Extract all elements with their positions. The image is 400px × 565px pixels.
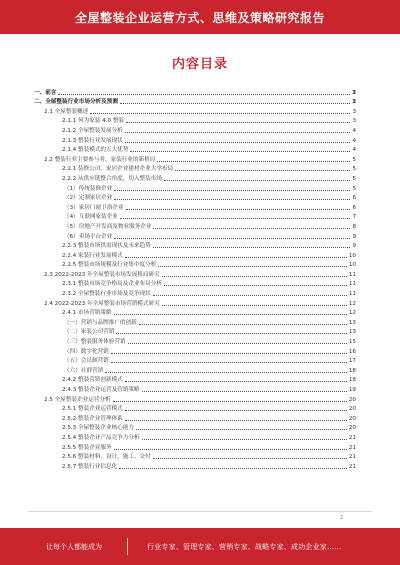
toc-entry[interactable] [34,460,356,470]
toc-entry[interactable] [34,211,356,221]
toc-entry-label: 2.5.5 整装企业服务 [62,444,112,451]
toc-leader-dots [125,419,347,421]
toc-entry[interactable] [34,240,356,250]
toc-entry[interactable] [34,403,356,413]
toc-entry-page: 11 [348,271,356,278]
toc-entry[interactable] [34,96,356,106]
toc-entry-page: 4 [352,147,356,154]
toc-leader-dots [125,380,347,382]
toc-entry[interactable] [34,297,356,307]
toc-entry-label: 2.5.6 整装材料、设计、施工、交付 [62,454,151,461]
report-title: 全屋整装企业运营方式、思维及策略研究报告 [74,10,325,25]
toc-leader-dots [153,457,347,459]
toc-entry-label: 2.2.5 整装市场规模及行业集中度分析 [62,262,157,269]
toc-entry-label: 2.3 2022-2023 年全屋整装市场发展格局研究 [44,271,160,278]
toc-entry-page: 5 [352,166,356,173]
toc-entry-page: 20 [348,406,356,413]
toc-leader-dots [153,246,351,248]
toc-leader-dots [142,438,347,440]
toc-entry[interactable] [34,287,356,297]
toc-entry[interactable] [34,163,356,173]
toc-leader-dots [157,160,350,162]
toc-leader-dots [114,313,347,315]
toc-entry[interactable] [34,364,356,374]
toc-leader-dots [139,323,347,325]
toc-entry-page: 17 [348,358,356,365]
toc-entry-page: 9 [352,233,356,240]
toc-entry-label: 2.3.1 整装市场竞争格局及企业布局分析 [62,281,162,288]
toc-leader-dots [164,179,351,181]
toc-entry-label: （六）社群营销 [64,367,104,374]
toc-entry-page: 20 [348,396,356,403]
toc-entry-label: 2.2.2 从供应链整合角度，切入整装市场 [62,175,162,182]
toc-entry-page: 8 [352,223,356,230]
toc-entry-label: 2.2 整装行业主要参与者，家装行业的新格局 [44,156,156,163]
toc-entry-label: 2.2.3 整装市场供需现状及未来趋势 [62,243,151,250]
toc-entry[interactable] [34,431,356,441]
toc-leader-dots [125,256,347,258]
toc-entry-page: 10 [348,252,356,259]
toc-entry-page: 12 [348,310,356,317]
toc-entry-label: （五）会员制营销 [64,358,109,365]
toc-entry-page: 3 [352,108,356,115]
toc-leader-dots [158,265,347,267]
toc-entry-page: 15 [348,339,356,346]
toc-entry[interactable] [34,144,356,154]
toc-entry[interactable] [34,412,356,422]
toc-heading: 内容目录 [171,57,228,72]
toc-entry[interactable] [34,441,356,451]
toc-entry[interactable] [34,259,356,269]
toc-entry[interactable] [34,192,356,202]
toc-entry-page: 16 [348,348,356,355]
table-of-contents [34,86,356,470]
toc-entry-page: 4 [352,127,356,134]
toc-leader-dots [111,352,347,354]
footer-slogan: 让每个人都能成为 [46,542,102,551]
toc-leader-dots [90,112,350,114]
toc-entry-label: 2.5.3 全屋整装企业核心能力 [62,425,134,432]
toc-leader-dots [136,428,347,430]
toc-entry[interactable] [34,172,356,182]
toc-entry-label: （1）传统装修企业 [64,185,113,192]
toc-leader-dots [111,361,347,363]
toc-leader-dots [119,467,347,469]
toc-entry-page: 21 [348,454,356,461]
toc-leader-dots [125,141,351,143]
toc-entry-page: 21 [348,463,356,470]
page-number: 2 [340,515,344,521]
toc-entry-label: 2.1 全屋整装概述 [44,108,89,115]
toc-entry[interactable] [34,105,356,115]
toc-entry[interactable] [34,182,356,192]
toc-entry[interactable] [34,374,356,384]
toc-entry-page: 10 [348,262,356,269]
toc-entry-label: 一、前言 [34,89,57,96]
toc-leader-dots [142,390,347,392]
footer-bar [0,528,400,565]
toc-entry-page: 11 [348,281,356,288]
toc-entry[interactable] [34,201,356,211]
toc-entry-label: 2.5.7 整装行业信息化 [62,463,118,470]
toc-entry-label: 2.5.2 整装企业管理体系 [62,415,123,422]
toc-leader-dots [105,371,347,373]
toc-entry-page: 19 [348,387,356,393]
toc-leader-dots [164,284,347,286]
toc-leader-dots [120,217,351,219]
toc-entry-page: 18 [348,367,356,374]
toc-entry-page: 13 [348,319,356,326]
toc-leader-dots [126,121,350,123]
toc-entry-label: （2）定制家居企业 [64,195,113,202]
toc-entry[interactable] [34,355,356,365]
toc-entry-label: 2.5.1 整装企业运营模式 [62,406,123,413]
toc-entry-page: 21 [348,444,356,451]
toc-entry-page: 3 [352,99,356,106]
toc-leader-dots [125,409,347,411]
toc-entry-page: 5 [352,156,356,163]
toc-entry-page: 6 [352,204,356,211]
toc-leader-dots [114,448,347,450]
toc-entry[interactable] [34,393,356,403]
toc-entry[interactable] [34,124,356,134]
bottom-divider [28,511,372,512]
toc-entry[interactable] [34,134,356,144]
toc-leader-dots [113,400,347,402]
toc-entry-label: （三）整装服务体验营销 [64,339,126,346]
toc-entry-page: 4 [352,137,356,144]
toc-entry-label: 2.1.2 全屋整装发展分析 [62,127,123,134]
footer-tagline: 行业专家、管理专家、营销专家、战略专家、成功企业家…… [147,542,342,551]
toc-entry-label: 2.2.1 装修公司、家居企业建材企业大举布局 [62,166,174,173]
toc-entry-label: 2.4.3 整装企业运营及营销策略 [62,387,140,393]
toc-entry-label: （一）营销与品牌推广的创新 [64,319,137,326]
report-header-bar [0,0,400,34]
toc-entry-label: 2.4 2022-2023 年全屋整装市场营销模式研究 [44,300,160,307]
toc-entry-page: 12 [348,300,356,307]
toc-leader-dots [116,332,347,334]
toc-leader-dots [126,208,351,210]
toc-entry-label: 2.1.4 整装模式的五大优势 [62,147,129,154]
toc-entry[interactable] [34,326,356,336]
toc-entry-page: 13 [348,329,356,336]
toc-entry-label: （二）家装公司营销 [64,329,115,336]
toc-entry[interactable] [34,220,356,230]
toc-leader-dots [125,131,351,133]
toc-entry[interactable] [34,268,356,278]
toc-entry-page: 18 [348,377,356,384]
toc-leader-dots [114,237,350,239]
toc-entry-label: 2.4.2 整装营销创新模式 [62,377,123,384]
toc-entry-label: 2.5 全屋整装企业运营分析 [44,396,111,403]
toc-leader-dots [114,198,350,200]
toc-entry[interactable] [34,451,356,461]
toc-entry-label: （3）家居门窗卫浴企业 [64,204,124,211]
toc-entry[interactable] [34,230,356,240]
toc-leader-dots [128,342,347,344]
toc-entry-page: 20 [348,415,356,422]
toc-entry-label: （5）房地产开发商及物业服务企业 [64,223,152,230]
toc-leader-dots [153,294,347,296]
toc-entry-label: （四）数字化营销 [64,348,109,355]
toc-entry-label: 2.2.4 家装行业发展模式 [62,252,123,259]
toc-entry-page: 7 [352,214,356,221]
toc-entry[interactable] [34,345,356,355]
toc-leader-dots [130,150,350,152]
toc-entry-page: 21 [348,434,356,441]
toc-entry[interactable] [34,153,356,163]
toc-entry-label: 2.4.1 市场营销策略 [62,310,112,317]
toc-entry[interactable] [34,383,356,393]
toc-entry[interactable] [34,249,356,259]
toc-entry-label: （6）卖场平台企业 [64,233,113,240]
toc-leader-dots [153,227,350,229]
toc-entry[interactable] [34,316,356,326]
toc-entry-label: 2.1.3 整装行业发展现状 [62,137,123,144]
toc-entry-page: 3 [352,89,356,96]
footer-separator [127,538,128,555]
toc-leader-dots [162,304,347,306]
toc-entry[interactable] [34,86,356,96]
toc-entry-page: 20 [348,425,356,432]
toc-entry-label: 2.3.2 全屋整装行业市场及竞争现状 [62,291,151,298]
toc-entry-page: 9 [352,243,356,250]
toc-leader-dots [58,93,350,95]
toc-entry-page: 6 [352,195,356,202]
toc-entry-label: 2.1.1 何为家装 4.0 整装 [62,118,125,125]
toc-entry[interactable] [34,422,356,432]
toc-leader-dots [162,275,347,277]
toc-entry-label: 二、全屋整装行业市场分析及预测 [34,99,118,106]
toc-entry[interactable] [34,278,356,288]
toc-entry-page: 11 [348,291,356,298]
toc-leader-dots [120,102,350,104]
toc-entry-page: 5 [352,175,356,182]
toc-leader-dots [175,169,350,171]
toc-entry[interactable] [34,115,356,125]
toc-entry-label: （4）互联网家装企业 [64,214,118,221]
toc-entry-page: 3 [352,118,356,125]
toc-entry[interactable] [34,335,356,345]
toc-entry[interactable] [34,307,356,317]
toc-entry-page: 5 [352,185,356,192]
toc-leader-dots [114,189,350,191]
toc-entry-label: 2.5.4 整装企业产品竞争力分析 [62,434,140,441]
